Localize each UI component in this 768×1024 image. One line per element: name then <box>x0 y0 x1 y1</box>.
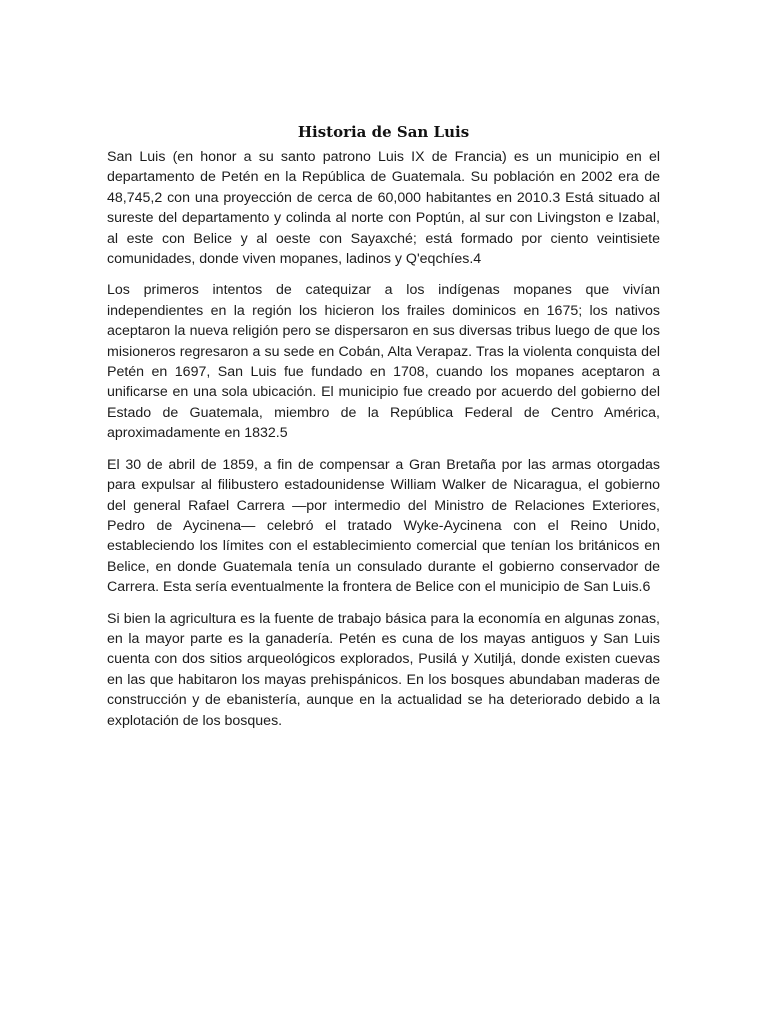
paragraph-3: El 30 de abril de 1859, a fin de compensar a Gran Bretaña por las armas otorgadas para expulsar al filibustero estadounidense William Walker de Nicaragua, el gobierno del general Rafael Carrera —por intermedio del Ministro de Relaciones Exteriores, Pedro de Aycinena— celebró el tratado Wyke-Aycinena con el Reino Unido, estableciendo los límites con el establecimiento comercial que tenían los británicos en Belice, en donde Guatemala tenía un consulado durante el gobierno conservador de Carrera. Esta sería eventualmente la frontera de Belice con el municipio de San Luis.6 <box>107 456 660 596</box>
document-body <box>107 123 660 742</box>
document-title: Historia de San Luis <box>297 123 470 141</box>
paragraph-4: Si bien la agricultura es la fuente de trabajo básica para la economía en algunas zonas, en la mayor parte es la ganadería. Petén es cuna de los mayas antiguos y San Luis cuenta con dos sitios arqueológicos explorados, Pusilá y Xutiljá, donde existen cuevas en las que habitaron los mayas prehispánicos. En los bosques abundaban maderas de construcción y de ebanistería, aunque en la actualidad se ha deteriorado debido a la explotación de los bosques. <box>107 610 660 729</box>
paragraph-1: San Luis (en honor a su santo patrono Luis IX de Francia) es un municipio en el departamento de Petén en la República de Guatemala. Su población en 2002 era de 48,745,2 con una proyección de cerca de 60,000 habitantes en 2010.3 Está situado al sureste del departamento y colinda al norte con Poptún, al sur con Livingston e Izabal, al este con Belice y al oeste con Sayaxché; está formado por ciento veintisiete comunidades, donde viven mopanes, ladinos y Q'eqchíes.4 <box>107 149 660 268</box>
paragraph-2: Los primeros intentos de catequizar a los indígenas mopanes que vivían independientes en la región los hicieron los frailes dominicos en 1675; los nativos aceptaron la nueva religión pero se dispersaron en sus diversas tribus luego de que los misioneros regresaron a su sede en Cobán, Alta Verapaz. Tras la violenta conquista del Petén en 1697, San Luis fue fundado en 1708, cuando los mopanes aceptaron a unificarse en una sola ubicación. El municipio fue creado por acuerdo del gobierno del Estado de Guatemala, miembro de la República Federal de Centro América, aproximadamente en 1832.5 <box>107 282 660 442</box>
